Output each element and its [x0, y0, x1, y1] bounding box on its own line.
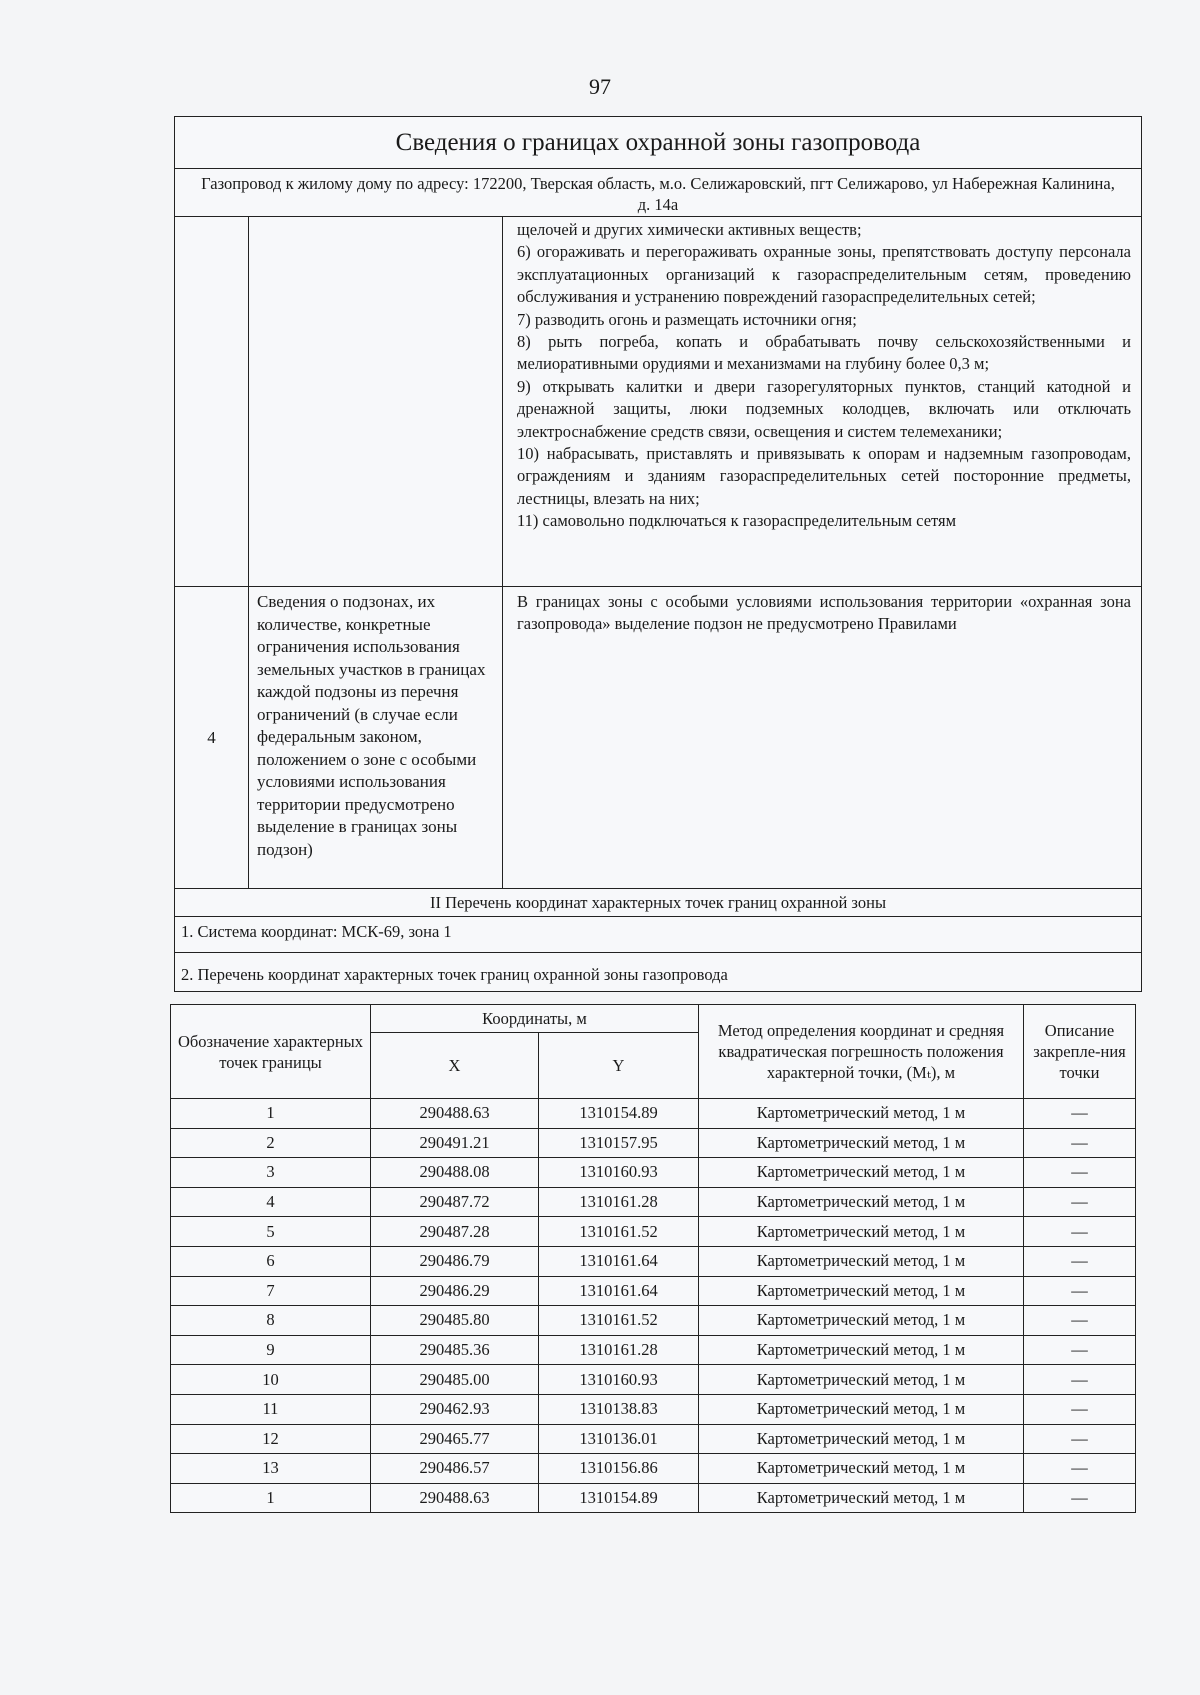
point-number-cell: 1 — [171, 1099, 371, 1129]
point-number-cell: 7 — [171, 1276, 371, 1306]
y-cell: 1310160.93 — [539, 1365, 699, 1395]
method-cell: Картометрический метод, 1 м — [699, 1158, 1024, 1188]
y-cell: 1310160.93 — [539, 1158, 699, 1188]
protection-zone-document — [174, 116, 1142, 992]
x-cell: 290485.80 — [371, 1306, 539, 1336]
x-cell: 290488.63 — [371, 1099, 539, 1129]
description-cell: — — [1024, 1217, 1136, 1247]
point-number-cell: 12 — [171, 1424, 371, 1454]
y-cell: 1310161.28 — [539, 1187, 699, 1217]
row-number-cell — [175, 217, 249, 586]
table-row — [171, 1365, 1136, 1395]
description-cell: — — [1024, 1335, 1136, 1365]
method-cell: Картометрический метод, 1 м — [699, 1424, 1024, 1454]
point-number-cell: 3 — [171, 1158, 371, 1188]
subzones-row-number: 4 — [175, 587, 249, 888]
method-cell: Картометрический метод, 1 м — [699, 1306, 1024, 1336]
table-row — [171, 1217, 1136, 1247]
y-cell: 1310157.95 — [539, 1128, 699, 1158]
table-row — [171, 1276, 1136, 1306]
y-cell: 1310156.86 — [539, 1454, 699, 1484]
x-cell: 290486.29 — [371, 1276, 539, 1306]
point-number-cell: 11 — [171, 1394, 371, 1424]
x-cell: 290485.36 — [371, 1335, 539, 1365]
x-cell: 290485.00 — [371, 1365, 539, 1395]
table-row — [171, 1306, 1136, 1336]
x-cell: 290488.63 — [371, 1483, 539, 1513]
point-number-cell: 4 — [171, 1187, 371, 1217]
pipeline-address: Газопровод к жилому дому по адресу: 172200, Тверская область, м.о. Селижаровский, пгт Селижарово, ул Набережная Калинина, д. 14а — [175, 169, 1141, 217]
description-cell: — — [1024, 1483, 1136, 1513]
method-cell: Картометрический метод, 1 м — [699, 1187, 1024, 1217]
description-cell: — — [1024, 1306, 1136, 1336]
table-row — [171, 1128, 1136, 1158]
method-cell: Картометрический метод, 1 м — [699, 1365, 1024, 1395]
point-number-cell: 5 — [171, 1217, 371, 1247]
row-name-cell — [249, 217, 503, 586]
point-number-cell: 8 — [171, 1306, 371, 1336]
method-cell: Картометрический метод, 1 м — [699, 1483, 1024, 1513]
table-row — [171, 1187, 1136, 1217]
table-row — [171, 1158, 1136, 1188]
y-cell: 1310161.52 — [539, 1217, 699, 1247]
restriction-item: 11) самовольно подключаться к газораспределительным сетям — [517, 511, 957, 531]
point-number-cell: 1 — [171, 1483, 371, 1513]
restriction-item: 6) огораживать и перегораживать охранные зоны, препятствовать доступу персонала эксплуатационных организаций к газораспределительным сетям, проведению обслуживания и устранению повреждений газораспределительных сетей; — [517, 242, 1131, 307]
description-cell: — — [1024, 1246, 1136, 1276]
header-x: X — [371, 1033, 539, 1099]
y-cell: 1310154.89 — [539, 1099, 699, 1129]
restriction-item: щелочей и других химически активных веществ; — [517, 220, 862, 239]
x-cell: 290486.79 — [371, 1246, 539, 1276]
header-method: Метод определения координат и средняя квадратическая погрешность положения характерной точки, (Mₜ), м — [699, 1005, 1024, 1099]
page-number: 97 — [589, 74, 611, 99]
y-cell: 1310161.64 — [539, 1246, 699, 1276]
description-cell: — — [1024, 1099, 1136, 1129]
restrictions-text — [503, 217, 1141, 586]
point-number-cell: 2 — [171, 1128, 371, 1158]
restriction-item: 9) открывать калитки и двери газорегуляторных пунктов, станций катодной и дренажной защиты, люки подземных колодцев, включать или отключать электроснабжение средств связи, освещения и систем телемеханики; — [517, 376, 1131, 441]
y-cell: 1310136.01 — [539, 1424, 699, 1454]
x-cell: 290488.08 — [371, 1158, 539, 1188]
subzones-row-value: В границах зоны с особыми условиями использования территории «охранная зона газопровода» выделение подзон не предусмотрено Правилами — [517, 592, 1131, 634]
restriction-item: 8) рыть погреба, копать и обрабатывать почву сельскохозяйственными и мелиоративными орудиями и механизмами на глубину более 0,3 м; — [517, 332, 1131, 374]
y-cell: 1310138.83 — [539, 1394, 699, 1424]
header-y: Y — [539, 1033, 699, 1099]
description-cell: — — [1024, 1424, 1136, 1454]
table-row — [171, 1099, 1136, 1129]
header-coords: Координаты, м — [371, 1005, 699, 1033]
x-cell: 290465.77 — [371, 1424, 539, 1454]
subzones-row-name: Сведения о подзонах, их количестве, конкретные ограничения использования земельных участков в границах каждой подзоны из перечня ограничений (в случае если федеральным законом, положением о зоне с особыми условиями использования территории предусмотрено выделение в границах зоны подзон) — [249, 587, 503, 888]
point-number-cell: 10 — [171, 1365, 371, 1395]
subzones-row — [175, 587, 1141, 889]
method-cell: Картометрический метод, 1 м — [699, 1128, 1024, 1158]
y-cell: 1310161.52 — [539, 1306, 699, 1336]
y-cell: 1310161.28 — [539, 1335, 699, 1365]
point-number-cell: 13 — [171, 1454, 371, 1484]
coordinates-list-title: 2. Перечень координат характерных точек границ охранной зоны газопровода — [181, 965, 728, 984]
method-cell: Картометрический метод, 1 м — [699, 1454, 1024, 1484]
y-cell: 1310154.89 — [539, 1483, 699, 1513]
x-cell: 290487.72 — [371, 1187, 539, 1217]
table-row — [171, 1246, 1136, 1276]
table-row — [171, 1424, 1136, 1454]
x-cell: 290486.57 — [371, 1454, 539, 1484]
x-cell: 290491.21 — [371, 1128, 539, 1158]
header-point: Обозначение характерных точек границы — [171, 1005, 371, 1099]
method-cell: Картометрический метод, 1 м — [699, 1394, 1024, 1424]
restrictions-row — [175, 217, 1141, 587]
y-cell: 1310161.64 — [539, 1276, 699, 1306]
description-cell: — — [1024, 1394, 1136, 1424]
method-cell: Картометрический метод, 1 м — [699, 1246, 1024, 1276]
table-row — [171, 1454, 1136, 1484]
description-cell: — — [1024, 1128, 1136, 1158]
description-cell: — — [1024, 1365, 1136, 1395]
table-row — [171, 1394, 1136, 1424]
header-description: Описание закрепле-ния точки — [1024, 1005, 1136, 1099]
description-cell: — — [1024, 1276, 1136, 1306]
restriction-item: 10) набрасывать, приставлять и привязывать к опорам и надземным газопроводам, ограждениям и зданиям газораспределительных сетей посторонние предметы, лестницы, влезать на них; — [517, 444, 1131, 508]
section-2-title: II Перечень координат характерных точек границ охранной зоны — [175, 889, 1141, 917]
x-cell: 290487.28 — [371, 1217, 539, 1247]
description-cell: — — [1024, 1158, 1136, 1188]
point-number-cell: 9 — [171, 1335, 371, 1365]
method-cell: Картометрический метод, 1 м — [699, 1276, 1024, 1306]
restriction-item: 7) разводить огонь и размещать источники огня; — [517, 309, 857, 329]
description-cell: — — [1024, 1187, 1136, 1217]
method-cell: Картометрический метод, 1 м — [699, 1335, 1024, 1365]
document-title: Сведения о границах охранной зоны газопровода — [175, 117, 1141, 169]
coordinate-system: 1. Система координат: МСК-69, зона 1 — [175, 917, 1141, 953]
table-row — [171, 1483, 1136, 1513]
x-cell: 290462.93 — [371, 1394, 539, 1424]
table-row — [171, 1335, 1136, 1365]
method-cell: Картометрический метод, 1 м — [699, 1217, 1024, 1247]
description-cell: — — [1024, 1454, 1136, 1484]
method-cell: Картометрический метод, 1 м — [699, 1099, 1024, 1129]
coordinates-table — [170, 1004, 1136, 1513]
point-number-cell: 6 — [171, 1246, 371, 1276]
